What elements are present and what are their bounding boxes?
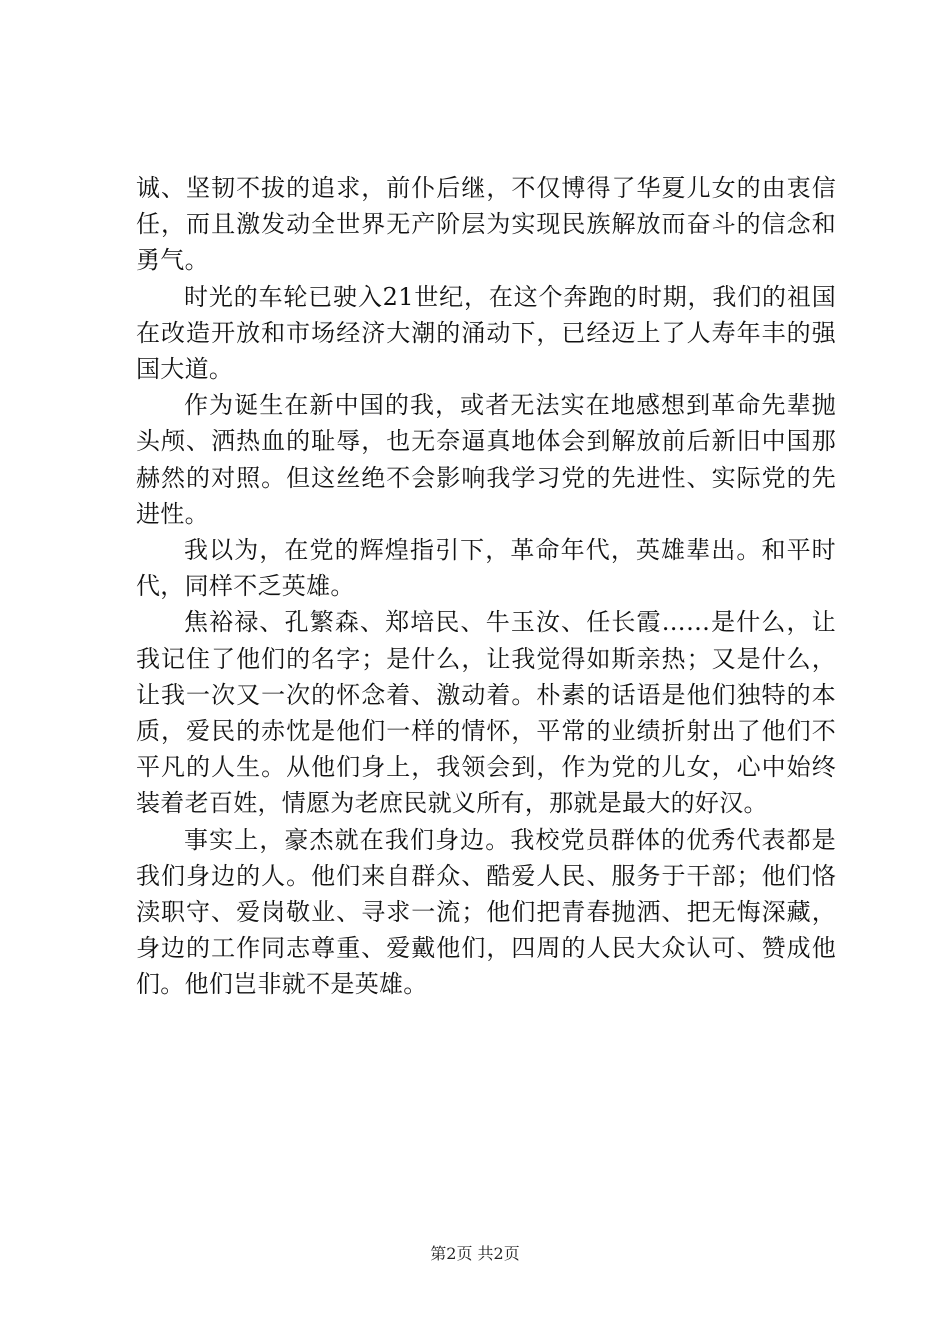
paragraph-2: 时光的车轮已驶入21世纪，在这个奔跑的时期，我们的祖国在改造开放和市场经济大潮的涌动下，已经迈上了人寿年丰的强国大道。	[136, 282, 836, 384]
paragraph-4: 我以为，在党的辉煌指引下，革命年代，英雄辈出。和平时代，同样不乏英雄。	[136, 536, 836, 601]
paragraph-5: 焦裕禄、孔繁森、郑培民、牛玉汝、任长霞……是什么，让我记住了他们的名字；是什么，让我觉得如斯亲热；又是什么，让我一次又一次的怀念着、激动着。朴素的话语是他们独特的本质，爱民的赤忱是他们一样的情怀，平常的业绩折射出了他们不平凡的人生。从他们身上，我领会到，作为党的儿女，心中始终装着老百姓，情愿为老庶民就义所有，那就是最大的好汉。	[136, 608, 836, 818]
paragraph-1: 诚、坚韧不拔的追求，前仆后继，不仅博得了华夏儿女的由衷信任，而且激发动全世界无产阶层为实现民族解放而奋斗的信念和勇气。	[136, 174, 836, 275]
paragraph-6: 事实上，豪杰就在我们身边。我校党员群体的优秀代表都是我们身边的人。他们来自群众、酷爱人民、服务于干部；他们恪渎职守、爱岗敬业、寻求一流；他们把青春抛洒、把无悔深藏，身边的工作同志尊重、爱戴他们，四周的人民大众认可、赞成他们。他们岂非就不是英雄。	[136, 825, 836, 999]
paragraph-3: 作为诞生在新中国的我，或者无法实在地感想到革命先辈抛头颅、洒热血的耻辱，也无奈逼真地体会到解放前后新旧中国那赫然的对照。但这丝绝不会影响我学习党的先进性、实际党的先进性。	[136, 391, 836, 528]
page-number-footer: 第2页 共2页	[430, 1244, 520, 1263]
document-body	[136, 170, 836, 1003]
